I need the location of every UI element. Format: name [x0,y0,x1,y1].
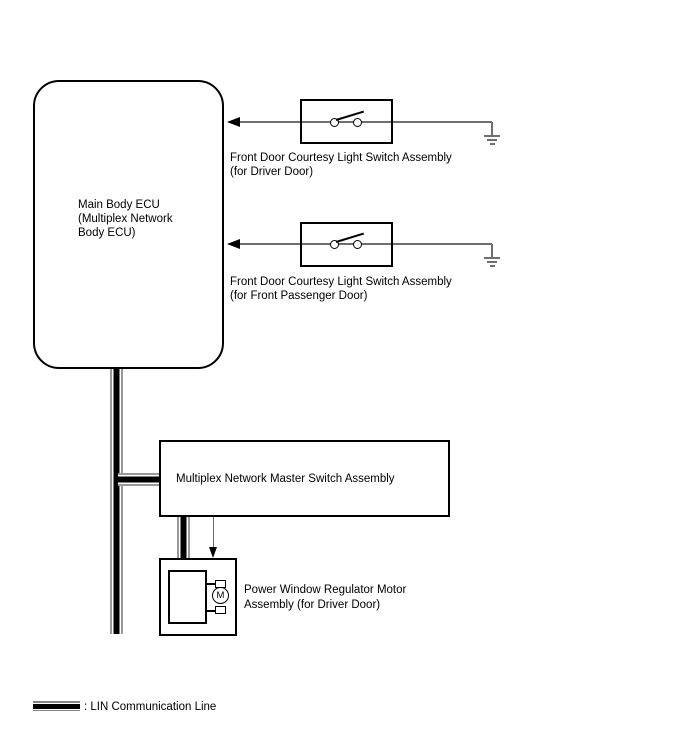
ecu-label-line2: (Multiplex Network [78,213,173,225]
passenger-switch-label [230,275,452,303]
lin-line-legend-label: : LIN Communication Line [84,701,217,713]
motor-label-line2: Assembly (for Driver Door) [244,599,381,611]
motor-regulator-rect [168,570,207,624]
motor-label [244,583,406,613]
lin-line-branch-to-master-switch [118,473,161,486]
passenger-switch-box [300,222,393,267]
motor-icon [212,587,229,604]
ground-icon [484,122,500,146]
arrow-to-ecu-icon [227,117,240,127]
driver-switch-label-line1: Front Door Courtesy Light Switch Assembly [230,152,452,164]
lin-line-vertical [110,368,123,634]
ground-icon [484,244,500,268]
passenger-switch-label-line1: Front Door Courtesy Light Switch Assembly [230,276,452,288]
motor-brush-bottom [215,606,226,614]
motor-letter: M [216,589,225,601]
master-to-motor-signal-line [213,517,215,548]
arrow-to-ecu-icon [227,239,240,249]
lin-line-master-to-motor [177,515,190,559]
driver-switch-label [230,151,452,179]
driver-switch-contact-right [353,118,362,127]
lin-line-legend-swatch [33,701,80,711]
passenger-switch-label-line2: (for Front Passenger Door) [230,290,368,302]
passenger-switch-contact-right [353,240,362,249]
main-body-ecu-label [78,198,173,240]
ecu-label-line1: Main Body ECU [78,199,160,211]
driver-switch-label-line2: (for Driver Door) [230,166,314,178]
motor-label-line1: Power Window Regulator Motor [244,584,407,596]
arrow-down-icon [209,547,217,558]
driver-switch-box [300,99,393,144]
ecu-label-line3: Body ECU) [78,227,136,239]
master-switch-label: Multiplex Network Master Switch Assembly [176,472,395,485]
master-switch-box [159,440,450,517]
